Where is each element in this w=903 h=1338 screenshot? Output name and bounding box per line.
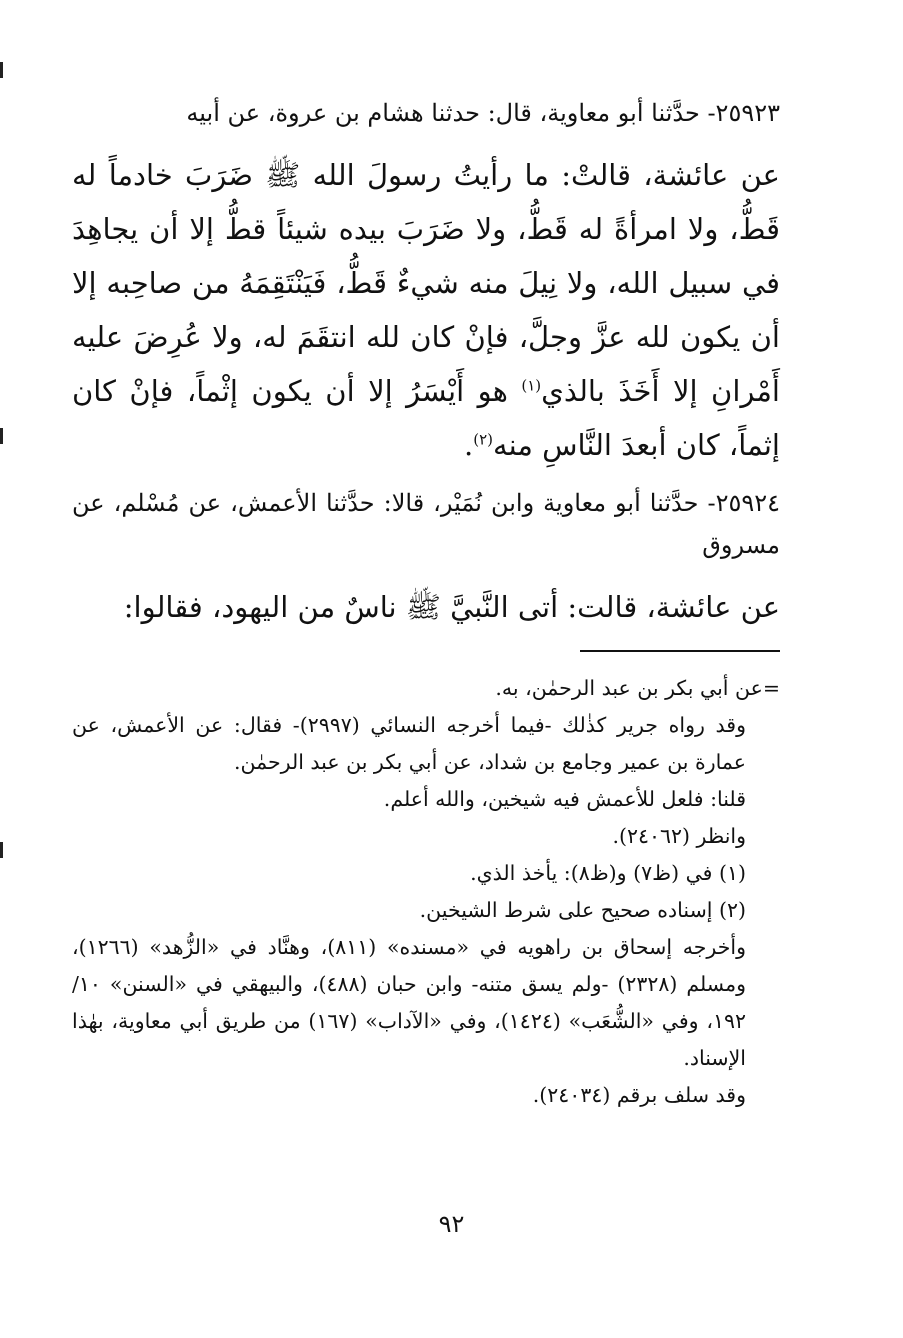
scan-edge-mark-middle xyxy=(0,428,3,444)
hadith-25923-text: عن عائشة، قالتْ: ما رأيتُ رسولَ الله ﷺ ضَرَبَ خادماً له قَطُّ، ولا امرأةً له قَطُّ، ولا ضَرَبَ بيده شيئاً قطُّ إلا أن يجاهِدَ في سبيل الله، ولا نِيلَ منه شيءٌ قَطُّ، فَيَنْتَقِمَهُ من صاحِبه إلا أن يكون لله عزَّ وجلَّ، فإنْ كان لله انتقَمَ له، ولا عُرِضَ عليه أَمْرانِ إلا أَخَذَ بالذي xyxy=(72,158,780,408)
hadith-25923-matn xyxy=(72,148,780,472)
hadith-25924-isnad: ٢٥٩٢٤- حدَّثنا أبو معاوية وابن نُمَيْر، قالا: حدَّثنا الأعمش، عن مُسْلم، عن مسروق xyxy=(72,489,781,559)
footnote-paragraph: قلنا: فلعل للأعمش فيه شيخين، والله أعلم. xyxy=(383,787,746,811)
footnotes xyxy=(72,670,780,1114)
footnote-paragraph: وقد رواه جرير كذٰلك -فيما أخرجه النسائي (٢٩٩٧)- فقال: عن الأعمش، عن عمارة بن عمير وجامع بن شداد، عن أبي بكر بن عبد الرحمٰن. xyxy=(72,713,746,774)
footnote-1: (١) في (ظ٧) و(ظ٨): يأخذ الذي. xyxy=(470,861,746,885)
hadith-25923-isnad: ٢٥٩٢٣- حدَّثنا أبو معاوية، قال: حدثنا هشام بن عروة، عن أبيه xyxy=(186,99,780,127)
footnote-continuation: =عن أبي بكر بن عبد الرحمٰن، به. xyxy=(495,676,780,700)
scan-edge-mark-top xyxy=(0,62,3,78)
page-number: ٩٢ xyxy=(438,1210,465,1238)
footnote-ref-1[interactable]: (١) xyxy=(521,376,542,395)
footnote-separator xyxy=(580,650,780,652)
footnote-paragraph: وانظر (٢٤٠٦٢). xyxy=(612,824,746,848)
page-content xyxy=(72,92,780,1114)
hadith-25923-text-cont: هو أَيْسَرُ إلا أن يكون إثْماً، فإنْ كان إثماً، كان أبعدَ النَّاسِ منه xyxy=(72,374,780,462)
scan-edge-mark-lower xyxy=(0,842,3,858)
footnote-2: (٢) إسناده صحيح على شرط الشيخين. xyxy=(419,898,746,922)
footnote-paragraph: وقد سلف برقم (٢٤٠٣٤). xyxy=(532,1083,746,1107)
footnote-ref-2[interactable]: (٢) xyxy=(473,430,494,449)
footnote-paragraph: وأخرجه إسحاق بن راهويه في «مسنده» (٨١١)، وهنَّاد في «الزُّهد» (١٢٦٦)، ومسلم (٢٣٢٨) -ولم يسق متنه- وابن حبان (٤٨٨)، والبيهقي في «السنن» ١٠/ ١٩٢، وفي «الشُّعَب» (١٤٢٤)، وفي «الآداب» (١٦٧) من طريق أبي معاوية، بهٰذا الإسناد. xyxy=(72,935,746,1070)
hadith-25924-matn: عن عائشة، قالت: أتى النَّبيَّ ﷺ ناسٌ من اليهود، فقالوا: xyxy=(123,590,780,624)
hadith-25923-text-end: . xyxy=(464,428,474,462)
